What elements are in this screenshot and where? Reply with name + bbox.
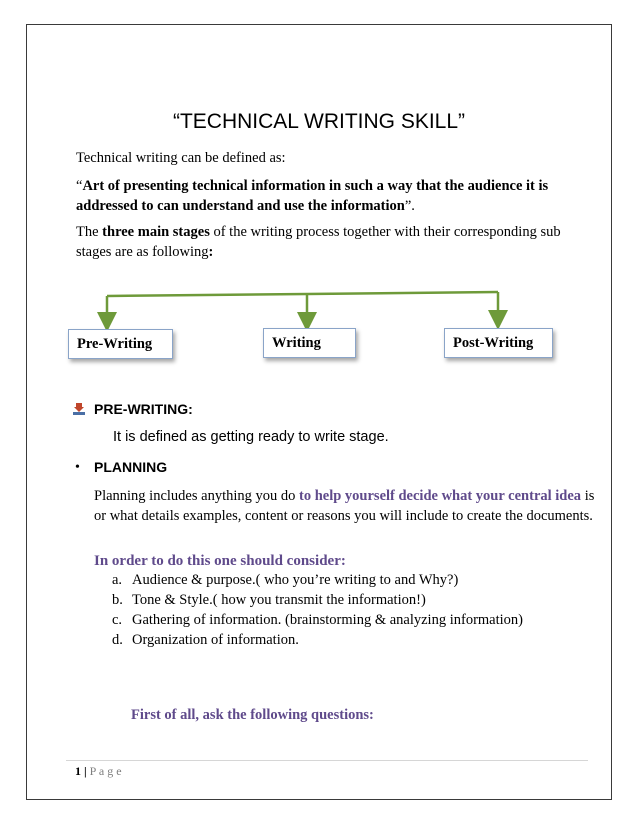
consider-list <box>112 570 592 650</box>
prewriting-text: It is defined as getting ready to write stage. <box>113 429 389 445</box>
page-word: P a g e <box>89 764 122 778</box>
prewriting-heading: PRE-WRITING: <box>94 401 193 417</box>
document-title: “TECHNICAL WRITING SKILL” <box>172 110 466 133</box>
list-text: Organization of information. <box>132 632 299 648</box>
planning-text-end: is or what details examples, content or reasons you will include to create the documents. <box>94 488 595 524</box>
list-text: Tone & Style.( how you transmit the information!) <box>132 592 426 608</box>
stages-colon: : <box>208 244 214 260</box>
definition-bold: Art of presenting technical information in such a way that the audience it is addressed to can understand and use the information <box>76 178 549 214</box>
list-item <box>112 610 592 630</box>
list-marker: c. <box>112 612 123 628</box>
page-footer <box>75 764 122 779</box>
box-post-writing: Post-Writing <box>444 328 553 358</box>
list-text: Gathering of information. (brainstorming & analyzing information) <box>132 612 523 628</box>
list-item <box>112 630 592 650</box>
stages-diagram <box>0 0 638 380</box>
down-arrow-bullet-icon <box>73 403 85 415</box>
quote-open: “ <box>76 178 83 194</box>
page-number: 1 <box>75 764 81 778</box>
planning-heading: PLANNING <box>94 459 168 475</box>
planning-paragraph <box>94 486 599 526</box>
list-marker: b. <box>112 592 123 608</box>
footer-separator: | <box>84 764 87 778</box>
list-marker: d. <box>112 632 123 648</box>
diagram-top-line <box>107 292 498 296</box>
stages-rest: of the writing process together with their corresponding sub stages are as following <box>76 224 561 260</box>
box-writing: Writing <box>263 328 356 358</box>
list-marker: a. <box>112 572 123 588</box>
consider-heading: In order to do this one should consider: <box>94 553 346 569</box>
planning-text-start: Planning includes anything you do <box>94 488 299 504</box>
first-of-all-heading: First of all, ask the following questions: <box>131 707 374 723</box>
box-pre-writing: Pre-Writing <box>68 329 173 359</box>
planning-text-accent: to help yourself decide what your central idea <box>299 488 582 504</box>
definition-intro: Technical writing can be defined as: <box>76 150 286 166</box>
footer-divider <box>66 760 588 761</box>
bullet-icon: • <box>75 460 80 475</box>
quote-close: ”. <box>404 198 415 214</box>
list-item <box>112 590 592 610</box>
list-item <box>112 570 592 590</box>
stages-lead: The <box>76 224 103 240</box>
list-text: Audience & purpose.( who you’re writing to and Why?) <box>132 572 459 588</box>
stages-bold: three main stages <box>102 224 210 240</box>
